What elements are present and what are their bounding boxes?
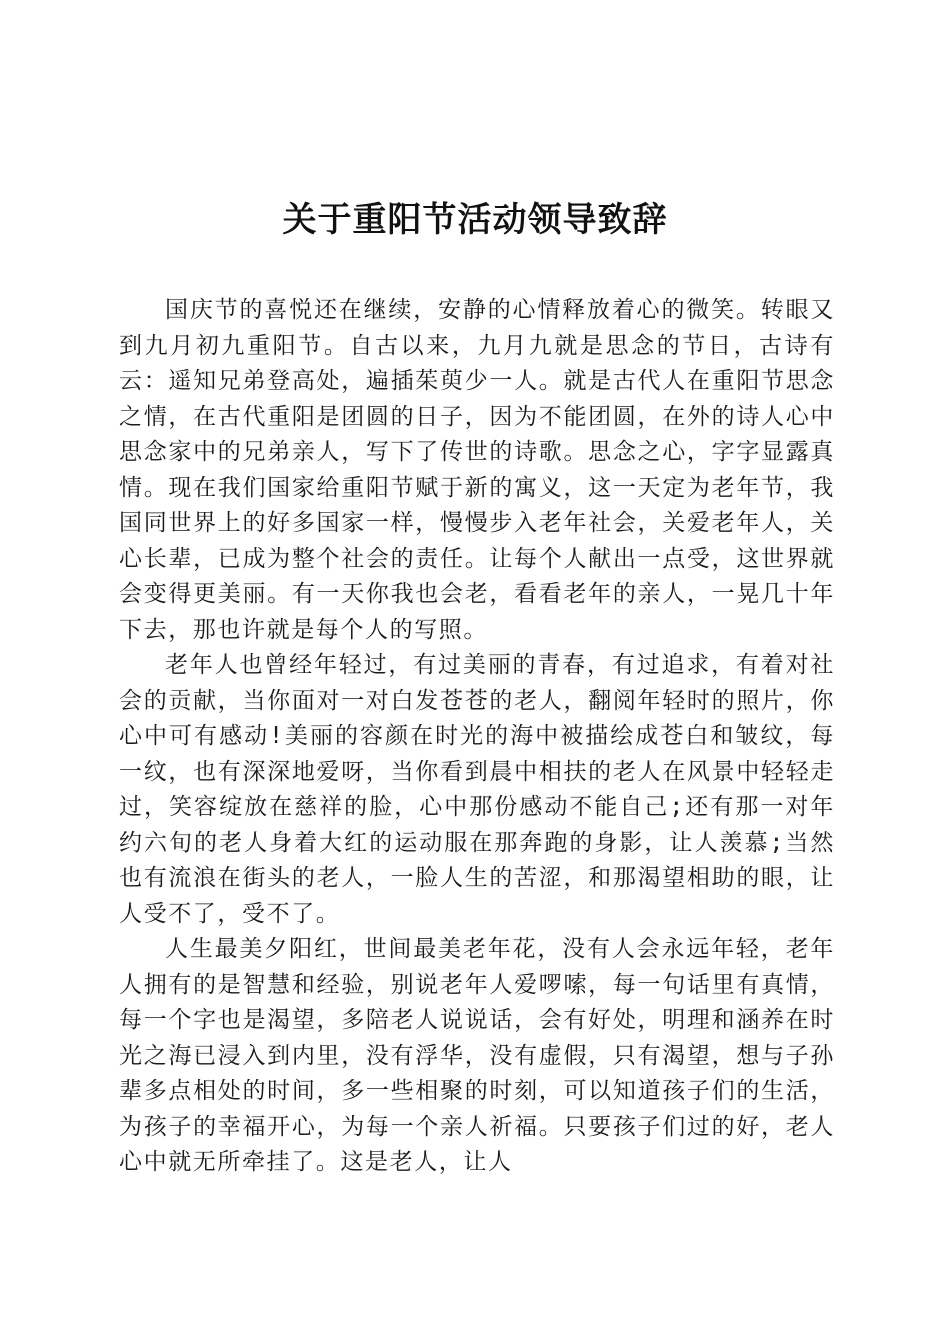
document-title: 关于重阳节活动领导致辞: [282, 200, 668, 240]
paragraph-1: 国庆节的喜悦还在继续，安静的心情释放着心的微笑。转眼又到九月初九重阳节。自古以来，九月九就是思念的节日，古诗有云：遥知兄弟登高处，遍插茱萸少一人。就是古代人在重阳节思念之情，在古代重阳是团圆的日子，因为不能团圆，在外的诗人心中思念家中的兄弟亲人，写下了传世的诗歌。思念之心，字字显露真情。现在我们国家给重阳节赋于新的寓义，这一天定为老年节，我国同世界上的好多国家一样，慢慢步入老年社会，关爱老年人，关心长辈，已成为整个社会的责任。让每个人献出一点受，这世界就会变得更美丽。有一天你我也会老，看看老年的亲人，一晃几十年下去，那也许就是每个人的写照。: [119, 297, 835, 643]
paragraph-3: 人生最美夕阳红，世间最美老年花，没有人会永远年轻，老年人拥有的是智慧和经验，别说老年人爱啰嗦，每一句话里有真情，每一个字也是渴望，多陪老人说说话，会有好处，明理和涵养在时光之海已浸入到内里，没有浮华，没有虚假，只有渴望，想与子孙辈多点相处的时间，多一些相聚的时刻，可以知道孩子们的生活，为孩子的幸福开心，为每一个亲人祈福。只要孩子们过的好，老人心中就无所牵挂了。这是老人，让人: [119, 936, 835, 1175]
paragraph-2: 老年人也曾经年轻过，有过美丽的青春，有过追求，有着对社会的贡献，当你面对一对白发苍苍的老人，翻阅年轻时的照片，你心中可有感动!美丽的容颜在时光的海中被描绘成苍白和皱纹，每一纹，也有深深地爱呀，当你看到晨中相扶的老人在风景中轻轻走过，笑容绽放在慈祥的脸，心中那份感动不能自己;还有那一对年约六旬的老人身着大红的运动服在那奔跑的身影，让人羡慕;当然也有流浪在街头的老人，一脸人生的苦涩，和那渴望相助的眼，让人受不了，受不了。: [119, 652, 835, 927]
document-body: [119, 293, 835, 1181]
